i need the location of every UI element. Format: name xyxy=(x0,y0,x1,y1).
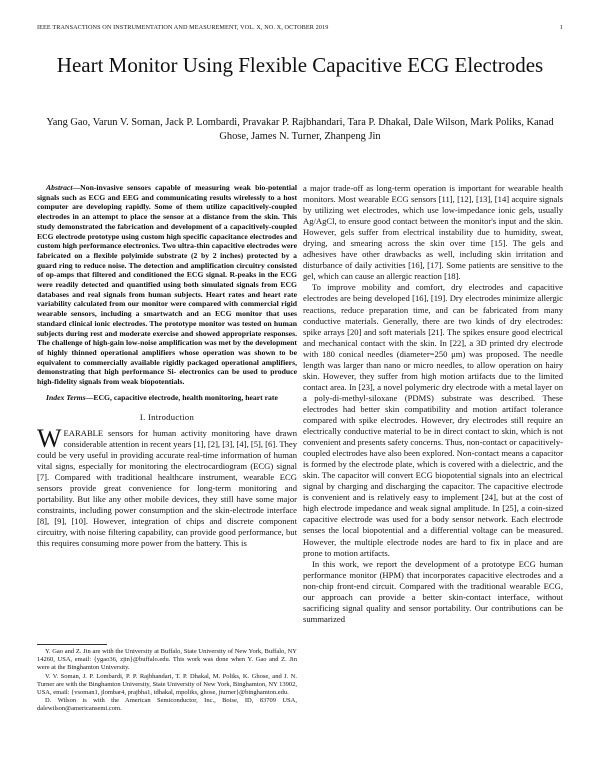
index-terms xyxy=(37,393,297,403)
footnote: V. V. Soman, J. P. Lombardi, P. P. Rajbhandari, T. P. Dhakal, M. Poliks, K. Ghose, and J. N. Turner are with the Binghamton University, State University of New York, Binghamton, NY 13902, USA, email: {vsoman1, jlombar4, prajbha1, tdhakal, mpoliks, ghose, jturner}@binghamton.edu. xyxy=(37,672,297,696)
body-paragraph: a major trade-off as long-term operation is important for wearable health monitors. Most wearable ECG sensors [11], [12], [13], [14] acquire signals by utilizing wet electrodes, which use low-impedance ionic gels, usually Ag/AgCl, to ensure good contact between the monitor's input and the skin. However, gels suffer from electrical instability due to humidity, sweat, drying, and smearing across the skin over time [15]. The gels and adhesives have other drawbacks as well, including skin irritation and disturbance of daily activities [16], [17]. Some patients are sensitive to the gel, which can cause an allergic reaction [18]. xyxy=(303,183,563,282)
journal-header: IEEE TRANSACTIONS ON INSTRUMENTATION AND MEASUREMENT, VOL. X, NO. X, OCTOBER 2019 xyxy=(37,24,329,31)
page-number: 1 xyxy=(559,24,563,31)
abstract xyxy=(37,183,297,387)
running-header xyxy=(37,24,563,36)
footnote: D. Wilson is with the American Semiconductor, Inc., Boise, ID, 83709 USA, dalewilson@americansemi.com. xyxy=(37,697,297,712)
footnotes xyxy=(37,644,297,714)
index-terms-label: Index Terms xyxy=(46,392,86,402)
intro-text: EARABLE sensors for human activity monitoring have drawn considerable attention in recent years [1], [2], [3], [4], [5], [6]. They could be very useful in providing accurate real-time information of human vital signs, especially for monitoring the electrocardiogram (ECG) signal [7]. Compared with traditional healthcare instrument, wearable ECG sensors provide great convenience for long-term monitoring and portability. But like any other mobile devices, they still have some major constraints, including power consumption and the skin-electrode interface [8], [9], [10]. However, integration of chips and discrete component circuitry, with noise filtering capability, can provide good performance, but this requires consuming more power from the battery. This is xyxy=(37,427,297,548)
footnote-rule xyxy=(37,644,107,645)
abstract-label: Abstract xyxy=(46,183,73,192)
body-paragraph: In this work, we report the development of a prototype ECG human performance monitor (HPM) that incorporates capacitive electrodes and a non-chip front-end circuit. Compared with the traditional wearable ECG, our approach can provide a better skin-contact interface, without sacrificing signal quality and sensor portability. Our contributions can be summarized xyxy=(303,558,563,624)
right-column xyxy=(303,183,563,625)
index-terms-text: —ECG, capacitive electrode, health monitoring, heart rate xyxy=(85,392,278,402)
body-paragraph: To improve mobility and comfort, dry electrodes and capacitive electrodes are being developed [16], [19]. Dry electrodes minimize allergic reactions, reduce preparation time, and can be fabricated from many conductive materials. Generally, there are two kinds of dry electrodes: spike arrays [20] and soft materials [21]. The spikes ensure good electrical and mechanical contact with the skin. In [22], a 3D printed dry electrode with 180 conical needles (diameter=250 μm) was proposed. The needle length was larger than nano or micro needles, to allow operation on hairy skin. However, they suffer from high motion artifacts due to the limited contact area. In [23], a novel polymeric dry electrode with a metal layer on a poly-di-methyl-siloxane (PDMS) substrate was described. These electrodes had better skin compatibility and motion artifact tolerance compared with spike electrodes. However, dry electrodes still require an electrically conductive material to be in direct contact to skin, which is not convenient and presents safety concerns. Thus, non-contact or capacitively-coupled electrodes have also been explored. Non-contact means a capacitor is formed by the electrode plate, which is covered with a dielectric, and the skin. The capacitor will convert ECG biopotential signals into an electrical signal by charging and discharging the capacitor. The capacitive electrode is convenient and is relatively easy to implement [24], but at the cost of high electrode impedance and weak signal amplitude. In [25], a coin-sized capacitive electrode was used for a body sensor network. Each electrode senses the local biopotential and a differential voltage can be measured. However, the multiple electrode nodes are hard to fix in place and are prone to motion artifacts. xyxy=(303,282,563,558)
drop-cap: W xyxy=(37,423,62,453)
abstract-text: —Non-invasive sensors capable of measuring weak bio-potential signals such as ECG and EEG and communicating results wirelessly to a host computer are developing rapidly. Some of them utilize capacitively-coupled electrodes in an attempt to place the sensor at a distance from the skin. This study demonstrated the fabrication and development of a capacitively-coupled ECG electrode prototype using custom high specific capacitance electrodes and custom high performance electronics. Two ultra-thin capacitive electrodes were fabricated on a flexible polyimide substrate (2 by 2 inches) protected by a guard ring to reduce noise. The detection and amplification circuitry consisted of op-amps that filtered and conditioned the ECG signal. R-peaks in the ECG were readily detected and quantified using both simulated signals from ECG databases and real signals from human subjects. Heart rates and heart rate variability calculated from our monitor were compared with commercial rigid wearable sensors, including a smartwatch and an ECG monitor that uses standard clinical ionic electrodes. The prototype monitor was tested on human subjects during rest and moderate exercise and showed appropriate responses. The challenge of high-gain low-noise amplification was met by the development of highly thinned operational amplifiers whose operation was shown to be equivalent to commercially available rigidly packaged operational amplifiers, demonstrating that high performance Si- electronics can be used to produce high-fidelity signals from weak biopotentials. xyxy=(37,183,297,387)
paper-title: Heart Monitor Using Flexible Capacitive ECG Electrodes xyxy=(56,53,544,77)
footnote: Y. Gao and Z. Jin are with the University at Buffalo, State University of New York, Buffalo, NY 14260, USA, email: {ygao36, zjin}@buffalo.edu. This work was done when Y. Gao and Z. Jin were at the Binghamton University. xyxy=(37,648,297,671)
left-column xyxy=(37,183,297,549)
intro-paragraph xyxy=(37,423,297,550)
section-heading: I. Introduction xyxy=(139,412,195,423)
author-list: Yang Gao, Varun V. Soman, Jack P. Lombardi, Pravakar P. Rajbhandari, Tara P. Dhakal, Dale Wilson, Mark Poliks, Kanad Ghose, James N. Turner, Zhanpeng Jin xyxy=(46,117,554,142)
